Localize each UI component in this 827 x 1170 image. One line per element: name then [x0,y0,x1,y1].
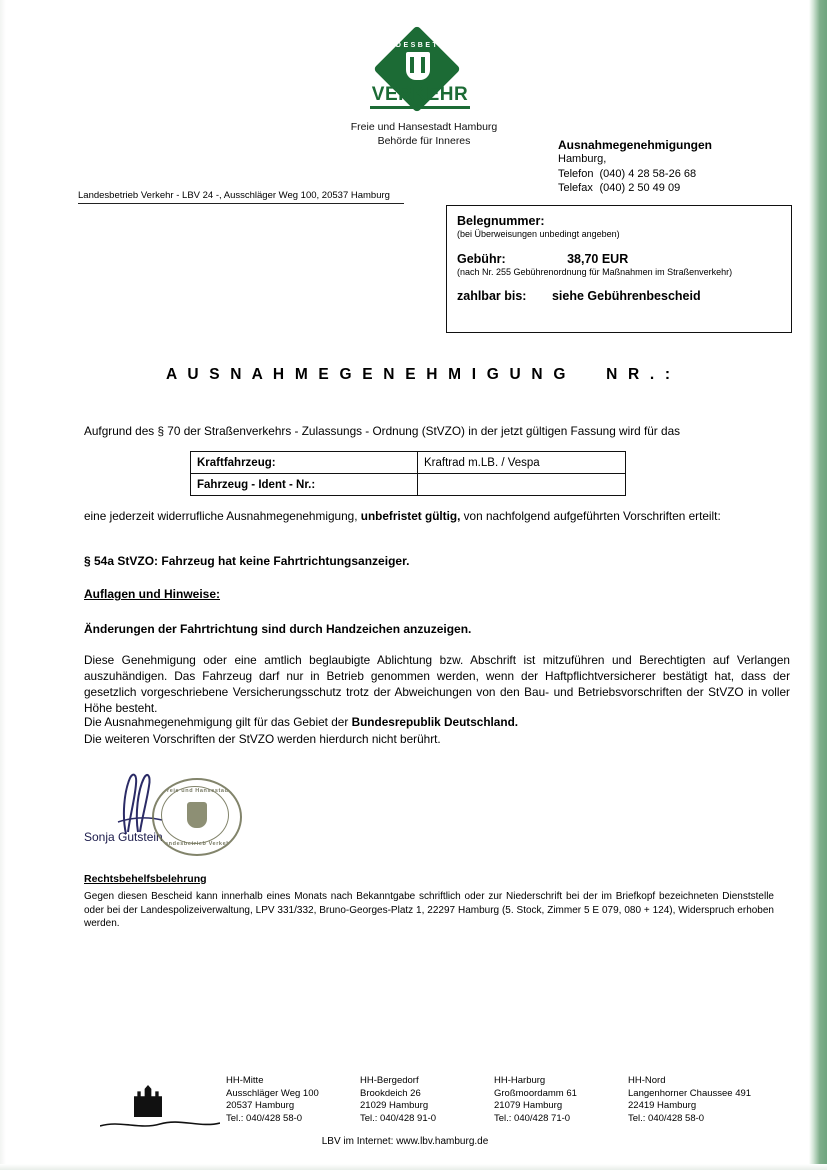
office-name: HH-Harburg [494,1075,546,1086]
logo-arc-text: LANDESBETRIEB [374,42,467,49]
contact-value-telefon: (040) 4 28 58-26 68 [599,168,697,180]
office-tel: Tel.: 040/428 58-0 [226,1112,303,1124]
sender-address-line: Landesbetrieb Verkehr - LBV 24 -, Ausschläger Weg 100, 20537 Hamburg [78,190,404,204]
page-title [166,366,673,384]
vehicle-value-kraftfahrzeug: Kraftrad m.LB. / Vespa [418,452,626,474]
stamp-crest-icon [187,802,207,828]
footer-office-nord [628,1075,762,1125]
conditions-paragraph: Diese Genehmigung oder eine amtlich beglaubigte Ablichtung bzw. Abschrift ist mitzuführen und Berechtigten auf Verlangen auszuhändigen. Das Fahrzeug darf nur in Betrieb genommen werden, wenn der Haftpflichtversicherer bestätigt hat, dass der gesetzlich vorgeschriebene Versicherungsschutz trotz der Abweichungen von den Bau- und Betriebsvorschriften der StVZO in voller Höhe besteht. [84,653,790,715]
table-row [191,474,626,496]
paragraph-54a: § 54a StVZO: Fahrzeug hat keine Fahrtrichtungsanzeiger. [84,554,410,568]
landesbetrieb-verkehr-logo [368,36,472,114]
contact-label-telefax: Telefax [558,182,593,194]
belegnummer-note: (bei Überweisungen unbedingt angeben) [457,229,620,239]
erteilt-bold: unbefristet gültig, [360,509,461,523]
office-city: 22419 Hamburg [628,1100,697,1111]
office-city: 21029 Hamburg [360,1100,429,1111]
office-city: 21079 Hamburg [494,1100,563,1111]
contact-city: Hamburg, [558,153,607,165]
footer-offices [226,1075,786,1125]
signer-name: Sonja Gutstein [84,830,163,844]
footer-website: LBV im Internet: www.lbv.hamburg.de [321,1136,489,1147]
castle-icon [134,1085,162,1117]
scan-edge-bottom [0,1164,827,1170]
zahlbar-value: siehe Gebührenbescheid [551,289,701,303]
table-row [558,181,702,195]
validity-area-paragraph [84,714,790,730]
belegnummer-label: Belegnummer: [457,214,545,228]
page-title-nr: N R . : [606,366,674,383]
office-street: Langenhorner Chaussee 491 [628,1087,752,1099]
page-title-text: A U S N A H M E G E N E H M I G U N G [166,366,569,383]
further-rules-paragraph: Die weiteren Vorschriften der StVZO werden hierdurch nicht berührt. [84,732,441,746]
official-stamp [152,778,242,856]
vehicle-label-kraftfahrzeug: Kraftfahrzeug: [191,452,418,474]
org-line-2: Behörde für Inneres [377,135,471,147]
erteilt-paragraph [84,508,790,524]
auflagen-heading: Auflagen und Hinweise: [84,587,221,601]
validity-area-part-1: Die Ausnahmegenehmigung gilt für das Gebiet der [84,715,352,729]
scan-edge-left [0,0,6,1170]
footer-office-mitte [226,1075,360,1125]
erteilt-part-1: eine jederzeit widerrufliche Ausnahmegenehmigung, [84,509,361,523]
footer-office-harburg [494,1075,628,1125]
office-name: HH-Bergedorf [360,1075,419,1086]
office-tel: Tel.: 040/428 58-0 [628,1112,705,1124]
table-row [191,452,626,474]
stamp-bottom-text: Landesbetrieb Verkehr [161,841,233,847]
org-line-1: Freie und Hansestadt Hamburg [350,121,498,133]
zahlbar-row [457,289,781,303]
office-tel: Tel.: 040/428 91-0 [360,1112,437,1124]
contact-table [558,167,702,195]
contact-block [558,138,712,195]
contact-value-telefax: (040) 2 50 49 09 [599,182,681,194]
vehicle-table [190,451,626,496]
office-name: HH-Nord [628,1075,666,1086]
hamburg-castle-icon [406,52,430,80]
appeal-text: Gegen diesen Bescheid kann innerhalb eines Monats nach Bekanntgabe schriftlich oder zur Niederschrift bei der im Briefkopf bezeichneten Dienststelle oder bei der Landespolizeiverwaltung, LPV 331/332, Bruno-Georges-Platz 1, 22297 Hamburg (5. Stock, Zimmer 5 E 079, 080 + 124), Widerspruch erhoben werden. [84,891,774,929]
office-city: 20537 Hamburg [226,1100,295,1111]
office-street: Brookdeich 26 [360,1087,421,1099]
vehicle-value-ident-nr [418,474,626,496]
vehicle-label-ident-nr: Fahrzeug - Ident - Nr.: [191,474,418,496]
wave-icon [100,1118,220,1130]
contact-label-telefon: Telefon [558,168,594,180]
logo-underline [370,106,470,109]
office-tel: Tel.: 040/428 71-0 [494,1112,571,1124]
contact-title: Ausnahmegenehmigungen [558,138,713,152]
stamp-top-text: • Freie und Hansestadt • [158,788,236,794]
footer-hamburg-logo [100,1085,220,1131]
table-row [558,167,702,181]
organisation-block [284,120,564,148]
scan-edge-right [809,0,827,1170]
gebuehr-row [457,252,781,266]
footer-office-bergedorf [360,1075,494,1125]
gebuehr-value: 38,70 EUR [567,252,629,266]
erteilt-part-2: von nachfolgend aufgeführten Vorschriften erteilt: [460,509,721,523]
office-street: Großmoordamm 61 [494,1087,577,1099]
zahlbar-label: zahlbar bis: [457,289,527,303]
auflagen-bold-text: Änderungen der Fahrtrichtung sind durch Handzeichen anzuzeigen. [84,622,472,636]
logo-wordmark: VERKEHR [371,84,469,105]
office-street: Ausschläger Weg 100 [226,1087,319,1099]
validity-area-bold: Bundesrepublik Deutschland. [351,715,519,729]
appeal-heading: Rechtsbehelfsbelehrung [84,873,207,885]
office-name: HH-Mitte [226,1075,264,1086]
gebuehr-label: Gebühr: [457,252,506,266]
intro-paragraph: Aufgrund des § 70 der Straßenverkehrs - Zulassungs - Ordnung (StVZO) in der jetzt gültigen Fassung wird für das [84,424,681,438]
fee-box [446,205,792,333]
gebuehr-note: (nach Nr. 255 Gebührenordnung für Maßnahmen im Straßenverkehr) [457,267,733,277]
